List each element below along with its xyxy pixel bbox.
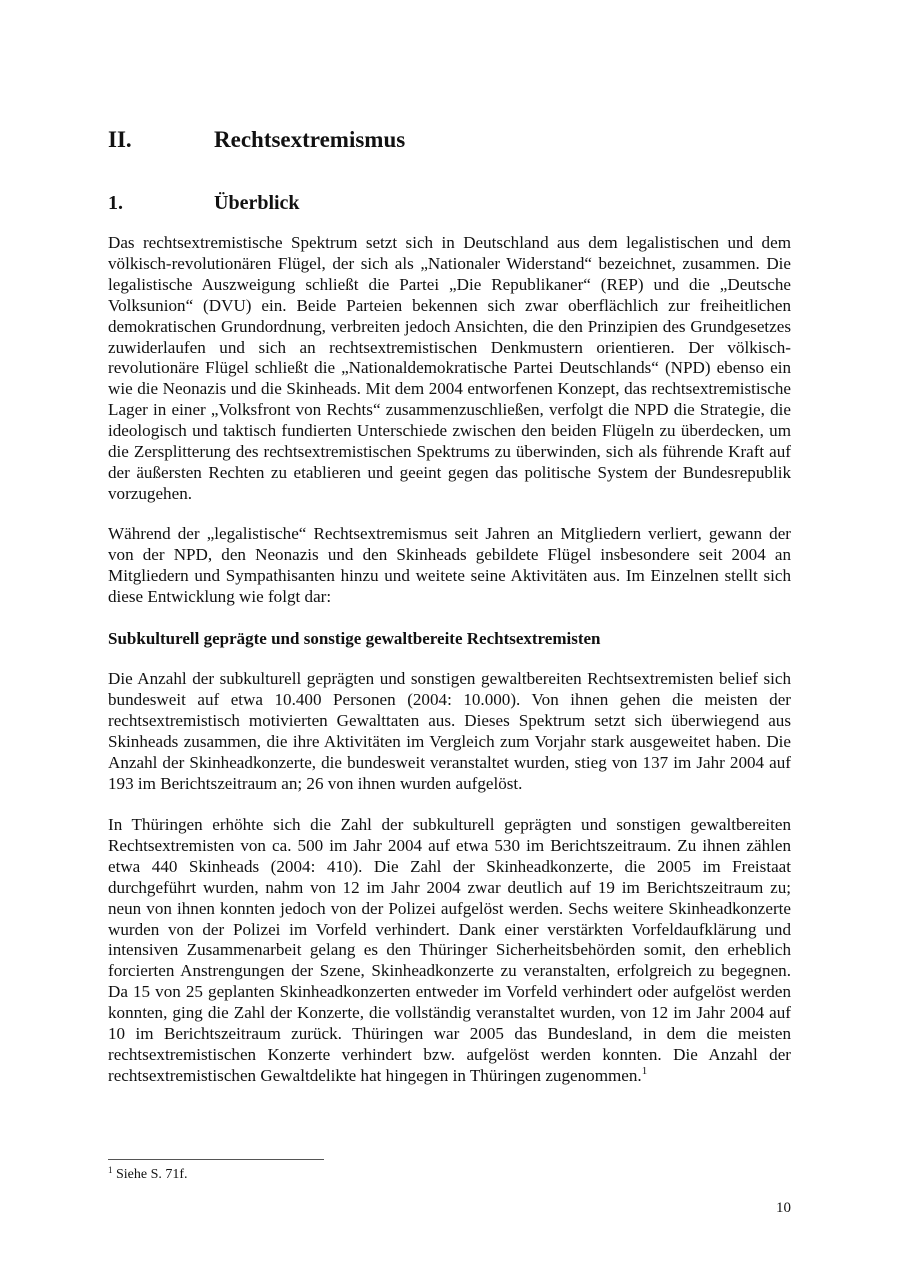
footnote-divider [108, 1159, 324, 1160]
subheading-violent-extremists: Subkulturell geprägte und sonstige gewaltbereite Rechtsextremisten [108, 629, 601, 648]
section-title: Überblick [214, 192, 300, 214]
section-heading [108, 190, 300, 216]
chapter-heading [108, 126, 405, 154]
section-number: 1. [108, 192, 123, 214]
paragraph-development: Während der „legalistische“ Rechtsextremismus seit Jahren an Mitgliedern verliert, gewann der von der NPD, den Neonazis und den Skinheads gebildete Flügel insbesondere seit 2004 an Mitgliedern und Sympathisanten hinzu und weitete seine Aktivitäten aus. Im Einzelnen stellt sich diese Entwicklung wie folgt dar: [108, 524, 791, 606]
footnote [108, 1166, 188, 1184]
paragraph-thuringia [108, 815, 791, 1087]
page-number: 10 [776, 1200, 791, 1216]
chapter-number: II. [108, 127, 132, 152]
chapter-title: Rechtsextremismus [214, 127, 406, 152]
paragraph-overview: Das rechtsextremistische Spektrum setzt sich in Deutschland aus dem legalistischen und dem völkisch-revolutionären Flügel, der sich als „Nationaler Widerstand“ bezeichnet, zusammen. Die legalistische Auszweigung schließt die Partei „Die Republikaner“ (REP) und die „Deutsche Volksunion“ (DVU) ein. Beide Parteien bekennen sich zwar oberflächlich zur freiheitlichen demokratischen Grundordnung, verbreiten jedoch Ansichten, die den Prinzipien des Grundgesetzes zuwiderlaufen und sich an rechtsextremistischen Denkmustern orientieren. Der völkisch-revolutionäre Flügel schließt die „Nationaldemokratische Partei Deutschlands“ (NPD) ebenso ein wie die Neonazis und die Skinheads. Mit dem 2004 entworfenen Konzept, das rechtsextremistische Lager in einer „Volksfront von Rechts“ zusammenzuschließen, verfolgt die NPD die Strategie, die ideologisch und taktisch fundierten Unterschiede zwischen den beiden Flügeln zu überdecken, um die Zersplitterung des rechtsextremistischen Spektrums zu überwinden, sich als führende Kraft auf der äußersten Rechten zu etablieren und geeint gegen das politische System der Bundesrepublik vorzugehen. [108, 233, 791, 503]
footnote-reference[interactable]: 1 [641, 1064, 648, 1077]
footnote-text: Siehe S. 71f. [116, 1167, 188, 1182]
footnote-marker: 1 [108, 1165, 113, 1175]
paragraph-thuringia-text: In Thüringen erhöhte sich die Zahl der subkulturell geprägten und sonstigen gewaltbereiten Rechtsextremisten von ca. 500 im Jahr 2004 auf etwa 530 im Berichtszeitraum. Zu ihnen zählen etwa 440 Skinheads (2004: 410). Die Zahl der Skinheadkonzerte, die 2005 im Freistaat durchgeführt wurden, nahm von 12 im Jahr 2004 zwar deutlich auf 19 im Berichtszeitraum zu; neun von ihnen konnten jedoch von der Polizei aufgelöst werden. Sechs weitere Skinheadkonzerte wurden von der Polizei im Vorfeld verhindert. Dank einer verstärkten Vorfeldaufklärung und intensiven Zusammenarbeit gelang es den Thüringer Sicherheitsbehörden somit, den erheblich forcierten Anstrengungen der Szene, Skinheadkonzerte zu veranstalten, erfolgreich zu begegnen. Da 15 von 25 geplanten Skinheadkonzerten entweder im Vorfeld verhindert oder aufgelöst werden konnten, ging die Zahl der Konzerte, die vollständig veranstaltet wurden, von 12 im Jahr 2004 auf 10 im Berichtszeitraum zurück. Thüringen war 2005 das Bundesland, in dem die meisten rechtsextremistischen Konzerte verhindert bzw. aufgelöst werden konnten. Die Anzahl der rechtsextremistischen Gewaltdelikte hat hingegen in Thüringen zugenommen. [108, 815, 791, 1085]
paragraph-federal-numbers: Die Anzahl der subkulturell geprägten und sonstigen gewaltbereiten Rechtsextremisten belief sich bundesweit auf etwa 10.400 Personen (2004: 10.000). Von ihnen gehen die meisten der rechtsextremistisch motivierten Gewalttaten aus. Dieses Spektrum setzt sich überwiegend aus Skinheads zusammen, die ihre Aktivitäten im Vergleich zum Vorjahr stark ausgeweitet haben. Die Anzahl der Skinheadkonzerte, die bundesweit veranstaltet wurden, stieg von 137 im Jahr 2004 auf 193 im Berichtszeitraum an; 26 von ihnen wurden aufgelöst. [108, 669, 791, 793]
